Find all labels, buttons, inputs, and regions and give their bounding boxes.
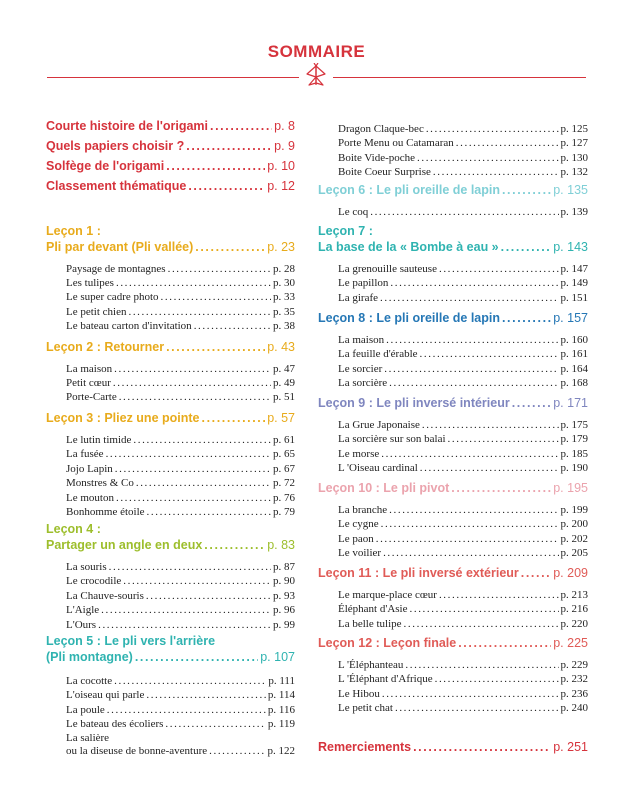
lesson-5-entry-text: La cocotte: [66, 675, 113, 687]
lesson-3-entry-text: La fusée: [66, 448, 104, 461]
lesson-12-entry-leader: [395, 702, 559, 715]
lesson-3-entry-text: Monstres & Co: [66, 477, 134, 490]
right-top-entry: [338, 123, 588, 136]
lesson-11-entry: [338, 618, 588, 631]
lesson-4-entry: [66, 575, 295, 588]
lesson-2-entry-text: Porte-Carte: [66, 391, 117, 404]
lesson-4-entry-page: p. 87: [273, 561, 295, 573]
page-header: [0, 0, 633, 100]
lesson-8-entry-text: Le sorcier: [338, 362, 383, 375]
lesson-12-entry-leader: [405, 659, 558, 672]
right-top-entry-text: Boite Vide-poche: [338, 151, 416, 164]
lesson-9-title-leader: [512, 396, 552, 411]
lesson-3-entry-text: Bonhomme étoile: [66, 506, 145, 518]
lesson-7-entry-page: p. 151: [560, 291, 588, 304]
lesson-5-entry-leader: [146, 689, 266, 702]
lesson-3-entry: [66, 492, 295, 505]
lesson-1-entry: [66, 306, 295, 319]
lesson-10-entry-text: La branche: [338, 504, 388, 516]
lesson-10-entry-text: Le voilier: [338, 546, 382, 559]
lesson-2-entry: [66, 391, 295, 404]
lesson-8-entry-text: La maison: [338, 334, 385, 346]
lesson-3-title-leader: [202, 411, 266, 426]
lesson-1-title-text: Pli par devant (Pli vallée): [46, 240, 194, 254]
lesson-7-title: [318, 240, 588, 255]
lesson-5-entry-leader: [107, 704, 266, 717]
lesson-3-entry-text: Le mouton: [66, 491, 114, 504]
intro-item-page: p. 10: [267, 159, 295, 173]
intro-item-leader: [186, 139, 272, 154]
lesson-3-entry-page: p. 79: [273, 506, 295, 518]
lesson-3-entry: [66, 477, 295, 490]
lesson-1-entry-text: Le super cadre photo: [66, 291, 159, 304]
lesson-11-entry-leader: [439, 589, 559, 602]
lesson-7-entry-leader: [439, 263, 559, 276]
lesson-6-entry-text: Le coq: [338, 206, 369, 218]
lesson-1-entry-text: Le petit chien: [66, 305, 127, 318]
lesson-9-entry-text: L 'Oiseau cardinal: [338, 461, 418, 474]
page-title: SOMMAIRE: [267, 42, 366, 61]
lesson-1-title-page: p. 23: [267, 240, 295, 254]
lesson-3-entry-leader: [133, 434, 271, 447]
right-top-entry: [338, 166, 588, 179]
intro-item-page: p. 12: [267, 179, 295, 193]
lesson-4-entry-text: L'Aigle: [66, 604, 100, 617]
lesson-4-title-leader: [204, 538, 265, 553]
lesson-7-entry-text: Le papillon: [338, 277, 389, 290]
right-top-entry: [338, 152, 588, 165]
lesson-9-entry-leader: [420, 462, 559, 475]
lesson-3-entry-page: p. 65: [273, 448, 295, 461]
lesson-5-entry-page: p. 122: [267, 745, 295, 757]
lesson-11-entry-page: p. 216: [560, 603, 588, 616]
intro-item: [46, 139, 295, 154]
lesson-3-title: [46, 411, 295, 426]
lesson-6-title-leader: [502, 183, 551, 198]
lesson-1-entry: [66, 263, 295, 276]
lesson-4-entry-text: Le crocodile: [66, 575, 122, 588]
lesson-4-entry-page: p. 93: [273, 589, 295, 602]
lesson-12-entry: [338, 702, 588, 715]
lesson-7-entry-text: La girafe: [338, 291, 378, 304]
lesson-5-entry-leader: [165, 718, 265, 731]
lesson-1-entry-text: Le bateau carton d'invitation: [66, 319, 192, 332]
thanks-item: [318, 740, 588, 755]
lesson-3-entry-page: p. 72: [273, 477, 295, 490]
lesson-11-entry: [338, 589, 588, 602]
lesson-4-entry-leader: [123, 575, 271, 588]
right-top-entry-leader: [433, 166, 559, 179]
lesson-5-entry-text: Le bateau des écoliers: [66, 718, 164, 731]
lesson-1-entry-leader: [116, 277, 271, 290]
header-rule-right: [333, 77, 586, 78]
lesson-5-entry-multiline: [66, 732, 295, 758]
intro-item: [46, 159, 295, 174]
lesson-7-entry: [338, 277, 588, 290]
lesson-1-entry: [66, 277, 295, 290]
lesson-6-title-page: p. 135: [553, 183, 588, 197]
lesson-3-entry-leader: [106, 448, 271, 461]
intro-item-text: Courte histoire de l'origami: [46, 119, 209, 133]
lesson-12-entry-text: Le Hibou: [338, 687, 380, 700]
lesson-10-title-leader: [451, 481, 551, 496]
lesson-12-entry: [338, 659, 588, 672]
lesson-1-entry-text: Les tulipes: [66, 277, 114, 290]
lesson-9-entry-text: La sorcière sur son balai: [338, 433, 446, 446]
intro-item-text: Classement thématique: [46, 179, 187, 193]
lesson-1-entry-leader: [161, 291, 271, 304]
lesson-2-entry-leader: [114, 363, 271, 376]
lesson-10-entry: [338, 533, 588, 546]
lesson-5-entry-text: La poule: [66, 703, 105, 716]
lesson-10-entry-page: p. 199: [560, 504, 588, 516]
lesson-5-entry-text: L'oiseau qui parle: [66, 689, 145, 702]
lesson-10-entry-leader: [376, 533, 559, 546]
lesson-10-entry-page: p. 202: [560, 532, 588, 545]
lesson-12-entry-page: p. 229: [560, 659, 588, 671]
header-rule-left: [47, 77, 299, 78]
lesson-4-entry-text: L'Ours: [66, 618, 97, 631]
lesson-8-entry-page: p. 160: [560, 334, 588, 346]
lesson-2-entry-text: Petit cœur: [66, 377, 111, 390]
lesson-12-entry-text: L 'Éléphanteau: [338, 659, 404, 671]
lesson-10-entry-page: p. 200: [560, 518, 588, 531]
lesson-7-entry: [338, 263, 588, 276]
lesson-9-entry-page: p. 179: [560, 433, 588, 446]
intro-item-leader: [188, 179, 265, 194]
lesson-3-entry-text: Le lutin timide: [66, 434, 132, 446]
lesson-9-entry-text: Le morse: [338, 447, 380, 460]
lesson-11-entry-page: p. 220: [560, 617, 588, 630]
right-top-entry-page: p. 132: [560, 165, 588, 178]
lesson-5-title-text: (Pli montagne): [46, 650, 133, 664]
lesson-12-entry: [338, 673, 588, 686]
lesson-4-label: Leçon 4 :: [46, 522, 101, 536]
lesson-9-entry-page: p. 190: [560, 461, 588, 474]
lesson-5-entry-line2: [66, 745, 295, 758]
lesson-10-title: [318, 481, 588, 496]
right-top-entry-leader: [426, 123, 559, 136]
lesson-9-title: [318, 396, 588, 411]
lesson-10-entry-page: p. 205: [560, 546, 588, 559]
lesson-8-entry: [338, 334, 588, 347]
lesson-8-entry-text: La sorcière: [338, 376, 388, 389]
lesson-7-entry: [338, 292, 588, 305]
right-top-entry-text: Boite Coeur Surprise: [338, 165, 431, 178]
lesson-10-entry: [338, 547, 588, 560]
lesson-3-entry: [66, 434, 295, 447]
right-top-entry-text: Porte Menu ou Catamaran: [338, 137, 454, 150]
lesson-2-title-leader: [166, 340, 265, 355]
lesson-4-entry-leader: [146, 590, 271, 603]
lesson-3-entry-text: Jojo Lapin: [66, 462, 113, 475]
thanks-item-page: p. 251: [553, 740, 588, 754]
intro-item: [46, 119, 295, 134]
lesson-7-entry-page: p. 149: [560, 277, 588, 290]
lesson-4-entry: [66, 561, 295, 574]
lesson-1-entry-page: p. 30: [273, 277, 295, 290]
lesson-1-entry: [66, 320, 295, 333]
lesson-5-entry: [66, 689, 295, 702]
lesson-5-entry-line2-text: ou la diseuse de bonne-aventure: [66, 745, 208, 757]
lesson-3-title-text: Leçon 3 : Pliez une pointe: [46, 411, 200, 425]
lesson-6-entry-leader: [370, 206, 558, 219]
lesson-8-entry-text: La feuille d'érable: [338, 348, 418, 361]
lesson-9-entry-page: p. 185: [560, 447, 588, 460]
lesson-1-entry-page: p. 33: [273, 291, 295, 304]
origami-butterfly-icon: [303, 63, 329, 89]
lesson-8-entry-leader: [386, 334, 558, 347]
lesson-4-title-text: Partager un angle en deux: [46, 538, 203, 552]
lesson-9-entry: [338, 433, 588, 446]
right-top-entry-page: p. 127: [560, 137, 588, 150]
lesson-7-title-text: La base de la « Bombe à eau »: [318, 240, 499, 254]
lesson-4-entry-text: La Chauve-souris: [66, 589, 144, 602]
lesson-5-entry-leader: [209, 745, 265, 758]
lesson-10-entry-leader: [381, 518, 559, 531]
lesson-9-entry-leader: [381, 448, 558, 461]
lesson-10-entry-text: Le paon: [338, 532, 374, 545]
lesson-2-title: [46, 340, 295, 355]
intro-item-text: Solfège de l'origami: [46, 159, 165, 173]
lesson-6-title-text: Leçon 6 : Le pli oreille de lapin: [318, 183, 500, 197]
right-top-entry: [338, 137, 588, 150]
lesson-9-title-page: p. 171: [553, 396, 588, 410]
lesson-11-entry: [338, 603, 588, 616]
lesson-12-entry-page: p. 236: [560, 687, 588, 700]
lesson-5-label: Leçon 5 : Le pli vers l'arrière: [46, 634, 216, 648]
lesson-12-entry: [338, 688, 588, 701]
lesson-3-entry-page: p. 61: [273, 434, 295, 446]
lesson-8-title: [318, 311, 588, 326]
lesson-1-entry-leader: [128, 306, 271, 319]
lesson-11-entry-text: La belle tulipe: [338, 617, 402, 630]
lesson-9-entry: [338, 462, 588, 475]
lesson-4-title: [46, 538, 295, 553]
lesson-5-entry-page: p. 114: [267, 689, 295, 702]
lesson-8-entry-page: p. 168: [560, 376, 588, 389]
intro-item-page: p. 9: [274, 139, 295, 153]
lesson-12-entry-page: p. 232: [560, 673, 588, 686]
lesson-10-title-page: p. 195: [553, 481, 588, 495]
lesson-2-title-text: Leçon 2 : Retourner: [46, 340, 165, 354]
lesson-4-entry-leader: [109, 561, 271, 574]
thanks-item-leader: [413, 740, 551, 755]
lesson-12-title-text: Leçon 12 : Leçon finale: [318, 636, 457, 650]
intro-item-leader: [210, 119, 272, 134]
lesson-4-title-page: p. 83: [267, 538, 295, 552]
lesson-7-title-page: p. 143: [553, 240, 588, 254]
right-top-entry-page: p. 130: [560, 151, 588, 164]
lesson-9-entry: [338, 419, 588, 432]
right-top-entry-text: Dragon Claque-bec: [338, 123, 424, 135]
right-top-entry-leader: [456, 137, 559, 150]
intro-item-leader: [166, 159, 265, 174]
lesson-1-entry-leader: [194, 320, 271, 333]
lesson-5-entry-page: p. 119: [267, 718, 295, 731]
lesson-8-title-leader: [502, 311, 551, 326]
lesson-7-label: Leçon 7 :: [318, 224, 373, 238]
lesson-5-title-page: p. 107: [260, 650, 295, 664]
lesson-10-title-text: Leçon 10 : Le pli pivot: [318, 481, 450, 495]
lesson-12-entry-text: Le petit chat: [338, 701, 393, 714]
lesson-4-entry-text: La souris: [66, 561, 107, 573]
lesson-12-entry-page: p. 240: [560, 701, 588, 714]
lesson-10-entry-leader: [389, 504, 558, 517]
lesson-12-entry-leader: [382, 688, 559, 701]
lesson-3-entry-leader: [115, 463, 271, 476]
lesson-4-entry: [66, 604, 295, 617]
lesson-9-entry-leader: [448, 433, 559, 446]
lesson-11-title-leader: [521, 566, 551, 581]
lesson-7-entry-text: La grenouille sauteuse: [338, 263, 437, 275]
lesson-3-title-page: p. 57: [267, 411, 295, 425]
lesson-8-entry-page: p. 164: [560, 362, 588, 375]
lesson-5-entry-line1: La salière: [66, 732, 110, 744]
intro-item-text: Quels papiers choisir ?: [46, 139, 185, 153]
lesson-10-entry: [338, 504, 588, 517]
lesson-2-entry-leader: [119, 391, 271, 404]
lesson-2-entry-page: p. 49: [273, 377, 295, 390]
lesson-1-entry-page: p. 38: [273, 319, 295, 332]
lesson-11-entry-text: Le marque-place cœur: [338, 589, 437, 601]
lesson-8-entry-leader: [420, 348, 559, 361]
lesson-4-entry-page: p. 96: [273, 604, 295, 617]
lesson-8-entry-leader: [389, 377, 558, 390]
lesson-2-entry-page: p. 47: [273, 363, 295, 375]
lesson-3-entry-page: p. 67: [273, 462, 295, 475]
lesson-3-entry: [66, 448, 295, 461]
lesson-2-entry-text: La maison: [66, 363, 113, 375]
lesson-2-entry: [66, 363, 295, 376]
lesson-7-entry-leader: [390, 277, 558, 290]
lesson-8-title-text: Leçon 8 : Le pli oreille de lapin: [318, 311, 500, 325]
lesson-8-entry: [338, 348, 588, 361]
lesson-1-entry-page: p. 35: [273, 305, 295, 318]
lesson-12-entry-text: L 'Éléphant d'Afrique: [338, 673, 433, 686]
lesson-3-entry-page: p. 76: [273, 491, 295, 504]
lesson-10-entry-leader: [383, 547, 558, 560]
lesson-11-entry-text: Éléphant d'Asie: [338, 603, 408, 616]
lesson-9-title-text: Leçon 9 : Le pli inversé intérieur: [318, 396, 510, 410]
lesson-10-entry: [338, 518, 588, 531]
lesson-9-entry-text: La Grue Japonaise: [338, 419, 420, 431]
lesson-1-title-leader: [195, 240, 265, 255]
lesson-7-title-leader: [501, 240, 552, 255]
lesson-7-entry-leader: [380, 292, 559, 305]
lesson-5-entry: [66, 704, 295, 717]
lesson-5-entry-leader: [114, 675, 266, 688]
right-top-entry-page: p. 125: [560, 123, 588, 135]
lesson-1-entry-text: Paysage de montagnes: [66, 263, 166, 275]
lesson-6-entry: [338, 206, 588, 219]
lesson-5-title-leader: [135, 650, 258, 665]
lesson-9-entry-leader: [422, 419, 559, 432]
lesson-4-entry: [66, 590, 295, 603]
lesson-5-title: [46, 650, 295, 665]
lesson-2-entry: [66, 377, 295, 390]
lesson-3-entry: [66, 463, 295, 476]
lesson-1-label: Leçon 1 :: [46, 224, 101, 238]
lesson-5-entry-page: p. 116: [267, 703, 295, 716]
lesson-12-title-page: p. 225: [553, 636, 588, 650]
lesson-2-entry-leader: [113, 377, 271, 390]
lesson-11-title-page: p. 209: [553, 566, 588, 580]
lesson-6-entry-page: p. 139: [560, 206, 588, 218]
lesson-6-title: [318, 183, 588, 198]
lesson-8-entry: [338, 377, 588, 390]
lesson-10-entry-text: Le cygne: [338, 518, 379, 531]
lesson-4-entry-page: p. 90: [273, 575, 295, 588]
lesson-12-title: [318, 636, 588, 651]
lesson-5-entry: [66, 718, 295, 731]
lesson-2-title-page: p. 43: [267, 340, 295, 354]
lesson-5-entry-page: p. 111: [268, 675, 295, 687]
lesson-11-title: [318, 566, 588, 581]
lesson-11-entry-page: p. 213: [560, 589, 588, 601]
lesson-4-entry-leader: [101, 604, 271, 617]
lesson-3-entry-leader: [136, 477, 271, 490]
lesson-8-entry-leader: [384, 363, 558, 376]
lesson-3-entry: [66, 506, 295, 519]
lesson-5-entry: [66, 675, 295, 688]
lesson-4-entry: [66, 619, 295, 632]
lesson-1-entry-leader: [168, 263, 271, 276]
lesson-3-entry-leader: [147, 506, 271, 519]
lesson-7-entry-page: p. 147: [560, 263, 588, 275]
lesson-4-entry-page: p. 99: [273, 618, 295, 631]
lesson-8-entry-page: p. 161: [560, 348, 588, 361]
intro-item: [46, 179, 295, 194]
lesson-4-entry-leader: [98, 619, 271, 632]
lesson-2-entry-page: p. 51: [273, 391, 295, 404]
lesson-11-entry-leader: [410, 603, 559, 616]
right-top-entry-leader: [417, 152, 558, 165]
lesson-1-title: [46, 240, 295, 255]
intro-item-page: p. 8: [274, 119, 295, 133]
lesson-1-entry-page: p. 28: [273, 263, 295, 275]
thanks-item-text: Remerciements: [318, 740, 412, 754]
lesson-12-entry-leader: [435, 673, 559, 686]
lesson-8-entry: [338, 363, 588, 376]
lesson-11-entry-leader: [404, 618, 559, 631]
lesson-8-title-page: p. 157: [553, 311, 588, 325]
lesson-9-entry: [338, 448, 588, 461]
lesson-1-entry: [66, 291, 295, 304]
lesson-11-title-text: Leçon 11 : Le pli inversé extérieur: [318, 566, 519, 580]
lesson-3-entry-leader: [116, 492, 271, 505]
lesson-12-title-leader: [458, 636, 551, 651]
lesson-9-entry-page: p. 175: [560, 419, 588, 431]
